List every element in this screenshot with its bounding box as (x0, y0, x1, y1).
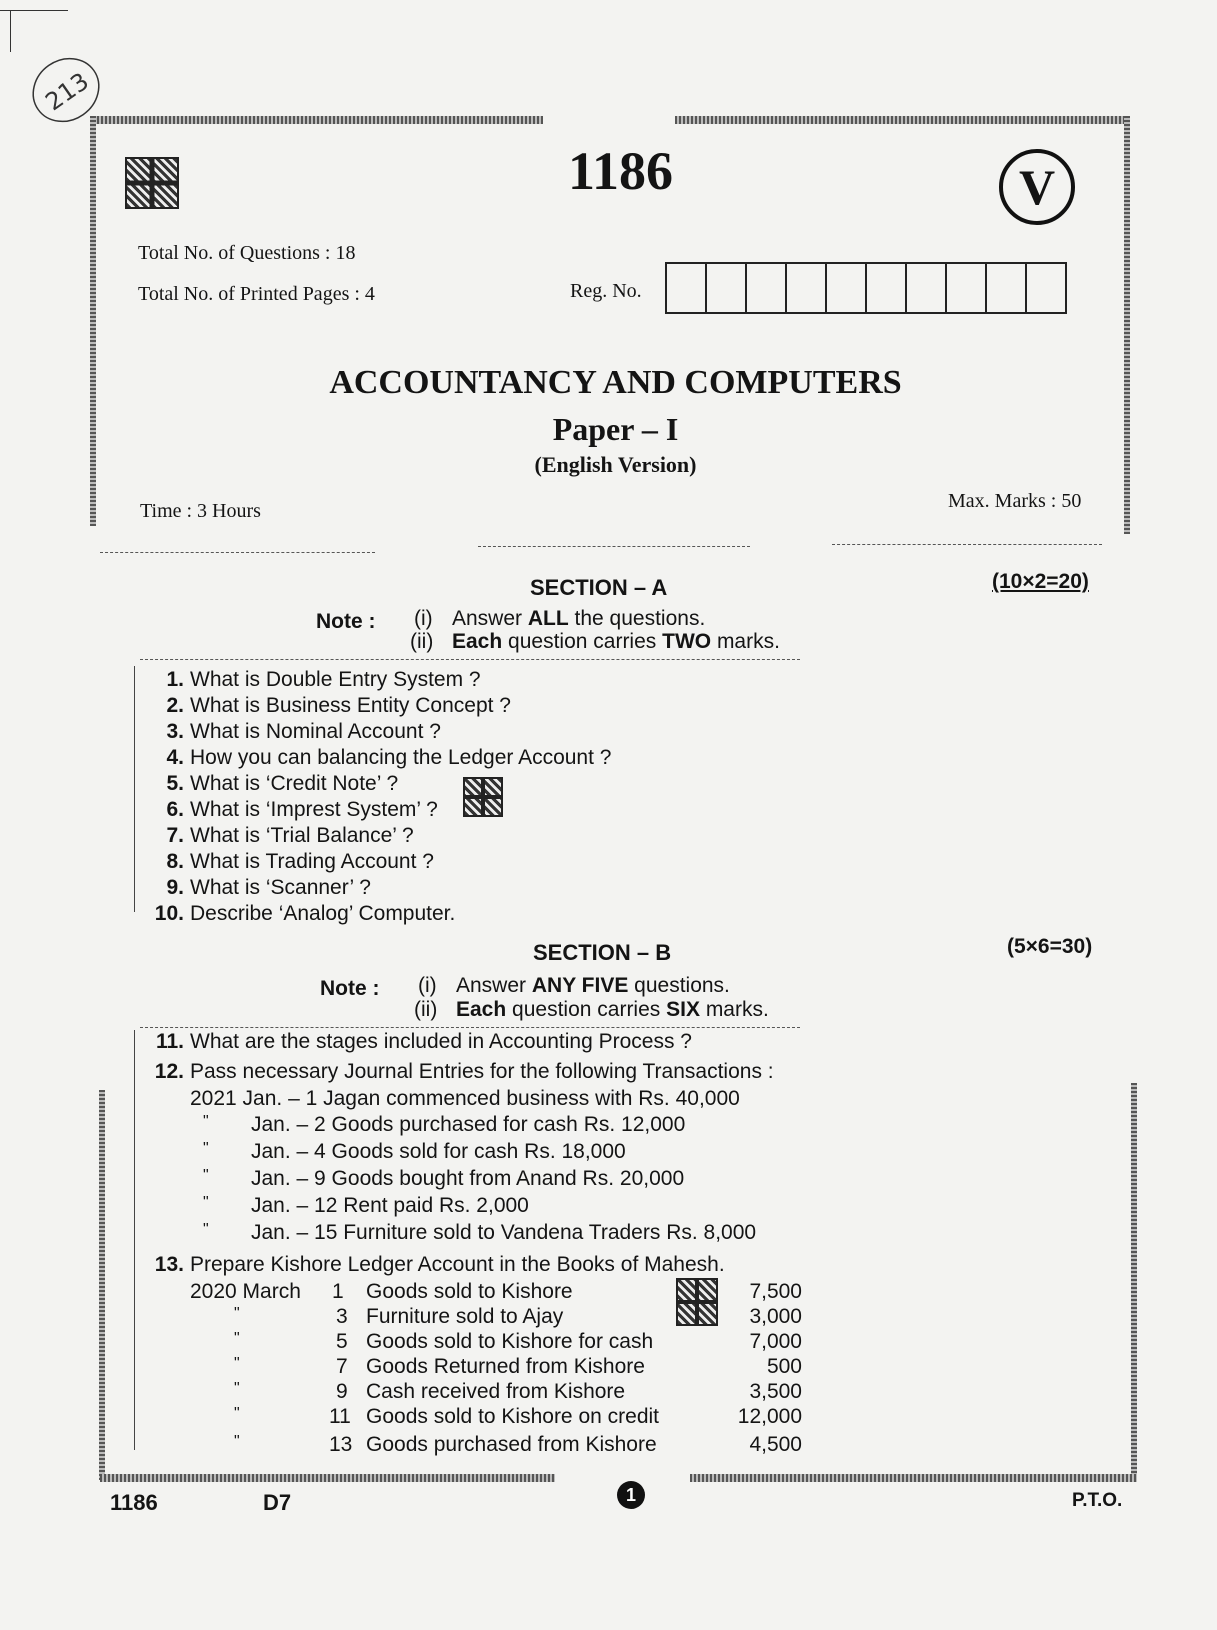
reg-no-cell[interactable] (987, 264, 1027, 312)
ditto-mark: " (234, 1330, 240, 1347)
question-number: 7. (166, 824, 184, 847)
note-emphasis: Each (452, 630, 503, 653)
question-number: 13. (154, 1253, 184, 1276)
note-emphasis: ANY FIVE (531, 974, 629, 997)
ditto-mark: " (203, 1221, 209, 1238)
frame-border (100, 1474, 555, 1482)
ledger-day: 1 (332, 1280, 344, 1303)
version-seal (999, 149, 1075, 225)
question-number: 9. (166, 876, 184, 899)
note-text: question carries (506, 998, 667, 1021)
frame-border (99, 1090, 105, 1480)
ledger-description: Cash received from Kishore (366, 1380, 626, 1403)
ledger-description: Goods sold to Kishore on credit (366, 1405, 659, 1428)
pto-label: P.T.O. (1072, 1490, 1123, 1511)
question-text: What are the stages included in Accounting Process ? (190, 1030, 692, 1053)
footer-set: D7 (263, 1490, 292, 1515)
language-version: (English Version) (534, 452, 697, 477)
question-number: 5. (166, 772, 184, 795)
section-b-heading: SECTION – B (533, 940, 672, 965)
reg-no-cell[interactable] (867, 264, 907, 312)
transaction-row: Jan. – 12 Rent paid Rs. 2,000 (251, 1194, 529, 1217)
section-b-note-2 (414, 998, 769, 1022)
frame-border (675, 116, 1130, 124)
qr-code-icon (676, 1278, 718, 1326)
reg-no-cell[interactable] (827, 264, 867, 312)
question (150, 772, 398, 796)
ditto-mark: " (203, 1113, 209, 1130)
ledger-day: 7 (336, 1355, 348, 1378)
divider (832, 544, 1102, 545)
ditto-mark: " (234, 1380, 240, 1397)
reg-no-cell[interactable] (787, 264, 827, 312)
note-text: Answer (452, 607, 528, 630)
ledger-year-month: 2020 March (190, 1280, 301, 1303)
question-number: 6. (166, 798, 184, 821)
ledger-day: 3 (336, 1305, 348, 1328)
ditto-mark: " (234, 1405, 240, 1422)
reg-no-label: Reg. No. (570, 280, 642, 302)
page-number: 1 (625, 1484, 636, 1505)
margin-line (134, 1030, 135, 1450)
note-emphasis: ALL (527, 607, 569, 630)
ledger-amount: 500 (766, 1355, 802, 1378)
section-b-marks: (5×6=30) (1007, 935, 1093, 958)
question (150, 746, 611, 770)
ditto-mark: " (234, 1433, 240, 1450)
question-text: What is ‘Scanner’ ? (190, 876, 371, 899)
section-a-marks: (10×2=20) (992, 570, 1089, 593)
question-text: What is Trading Account ? (190, 850, 434, 873)
question (150, 902, 455, 926)
note-prefix: (i) (418, 974, 437, 997)
question (150, 668, 481, 692)
ledger-amount: 4,500 (749, 1433, 802, 1456)
time-allowed: Time : 3 Hours (140, 500, 261, 522)
section-a-note-2 (410, 630, 780, 654)
question-text: What is ‘Imprest System’ ? (190, 798, 438, 821)
question (150, 720, 441, 744)
question-number: 4. (166, 746, 184, 769)
reg-no-cell[interactable] (947, 264, 987, 312)
ditto-mark: " (234, 1305, 240, 1322)
ledger-amount: 7,500 (749, 1280, 802, 1303)
ledger-amount: 12,000 (737, 1405, 802, 1428)
note-prefix: (ii) (414, 998, 438, 1021)
transaction-row: Jan. – 4 Goods sold for cash Rs. 18,000 (251, 1140, 626, 1163)
divider (100, 552, 375, 553)
question-number: 3. (166, 720, 184, 743)
paper-code: 1186 (568, 141, 674, 201)
handwritten-note-text: 213 (40, 67, 94, 117)
datamatrix-code (125, 157, 179, 209)
ledger-description: Goods purchased from Kishore (366, 1433, 657, 1456)
question-number: 11. (155, 1030, 184, 1053)
note-emphasis: Each (456, 998, 507, 1021)
question (150, 1060, 774, 1084)
section-a-heading: SECTION – A (530, 575, 668, 600)
question-text: Describe ‘Analog’ Computer. (190, 902, 456, 925)
divider (140, 1027, 800, 1028)
transaction-row: Jan. – 15 Furniture sold to Vandena Traders Rs. 8,000 (251, 1221, 757, 1244)
ledger-day: 9 (336, 1380, 348, 1403)
max-marks: Max. Marks : 50 (948, 490, 1082, 512)
note-prefix: (i) (414, 607, 433, 630)
note-text: marks. (711, 630, 780, 653)
paper-number: Paper – I (552, 411, 679, 447)
corner-mark (10, 10, 11, 52)
question-number: 2. (166, 694, 184, 717)
ledger-description: Goods sold to Kishore (366, 1280, 573, 1303)
total-pages: Total No. of Printed Pages : 4 (138, 283, 375, 305)
frame-border (1131, 1083, 1137, 1481)
reg-no-cell[interactable] (907, 264, 947, 312)
frame-border (690, 1474, 1137, 1482)
transaction-row: 2021 Jan. – 1 Jagan commenced business with Rs. 40,000 (190, 1087, 740, 1110)
question-text: How you can balancing the Ledger Account ? (190, 746, 612, 769)
ledger-description: Goods sold to Kishore for cash (366, 1330, 654, 1353)
question (150, 1253, 725, 1277)
margin-line (134, 666, 135, 912)
ledger-description: Furniture sold to Ajay (366, 1305, 564, 1328)
ditto-mark: " (203, 1140, 209, 1157)
section-b-note-1 (418, 974, 730, 998)
qr-code-icon (463, 777, 503, 817)
question-number: 12. (154, 1060, 184, 1083)
question-text: What is ‘Trial Balance’ ? (190, 824, 414, 847)
section-a-note-label: Note : (316, 610, 376, 633)
reg-no-cell[interactable] (747, 264, 787, 312)
note-text: the questions. (568, 607, 706, 630)
question (150, 850, 434, 874)
divider (478, 546, 750, 547)
question-text: What is Nominal Account ? (190, 720, 441, 743)
subject-title: ACCOUNTANCY AND COMPUTERS (329, 364, 902, 401)
ledger-amount: 7,000 (749, 1330, 802, 1353)
ledger-day: 5 (336, 1330, 348, 1353)
question-text: What is ‘Credit Note’ ? (190, 772, 399, 795)
note-prefix: (ii) (410, 630, 434, 653)
section-b-note-label: Note : (320, 977, 380, 1000)
note-text: question carries (502, 630, 663, 653)
reg-no-cell[interactable] (707, 264, 747, 312)
question (150, 798, 438, 822)
frame-border (93, 116, 543, 124)
note-text: Answer (456, 974, 532, 997)
question-text: Pass necessary Journal Entries for the following Transactions : (190, 1060, 774, 1083)
question (150, 694, 511, 718)
ledger-description: Goods Returned from Kishore (366, 1355, 645, 1378)
ledger-amount: 3,500 (749, 1380, 802, 1403)
reg-no-cell[interactable] (1027, 264, 1065, 312)
question-number: 1. (166, 668, 184, 691)
version-letter: V (1018, 159, 1056, 215)
question-text: What is Double Entry System ? (190, 668, 481, 691)
question-number: 10. (154, 902, 184, 925)
question (150, 824, 414, 848)
transaction-row: Jan. – 9 Goods bought from Anand Rs. 20,000 (251, 1167, 685, 1190)
note-emphasis: SIX (666, 998, 700, 1021)
note-emphasis: TWO (662, 630, 712, 653)
question (150, 876, 371, 900)
note-text: questions. (628, 974, 730, 997)
ledger-day: 13 (329, 1433, 353, 1456)
reg-no-cell[interactable] (667, 264, 707, 312)
transaction-row: Jan. – 2 Goods purchased for cash Rs. 12,000 (251, 1113, 686, 1136)
reg-no-boxes[interactable] (665, 262, 1067, 314)
question-text: What is Business Entity Concept ? (190, 694, 511, 717)
page-number-badge (617, 1481, 645, 1509)
question (150, 1030, 692, 1054)
ditto-mark: " (203, 1194, 209, 1211)
question-text: Prepare Kishore Ledger Account in the Books of Mahesh. (190, 1253, 725, 1276)
ditto-mark: " (234, 1355, 240, 1372)
ledger-day: 11 (329, 1405, 351, 1428)
note-text: marks. (699, 998, 769, 1021)
section-a-note-1 (414, 607, 705, 631)
ditto-mark: " (203, 1167, 209, 1184)
question-number: 8. (166, 850, 184, 873)
ledger-amount: 3,000 (749, 1305, 802, 1328)
divider (140, 659, 800, 660)
footer-code: 1186 (110, 1490, 158, 1515)
total-questions: Total No. of Questions : 18 (138, 242, 356, 264)
